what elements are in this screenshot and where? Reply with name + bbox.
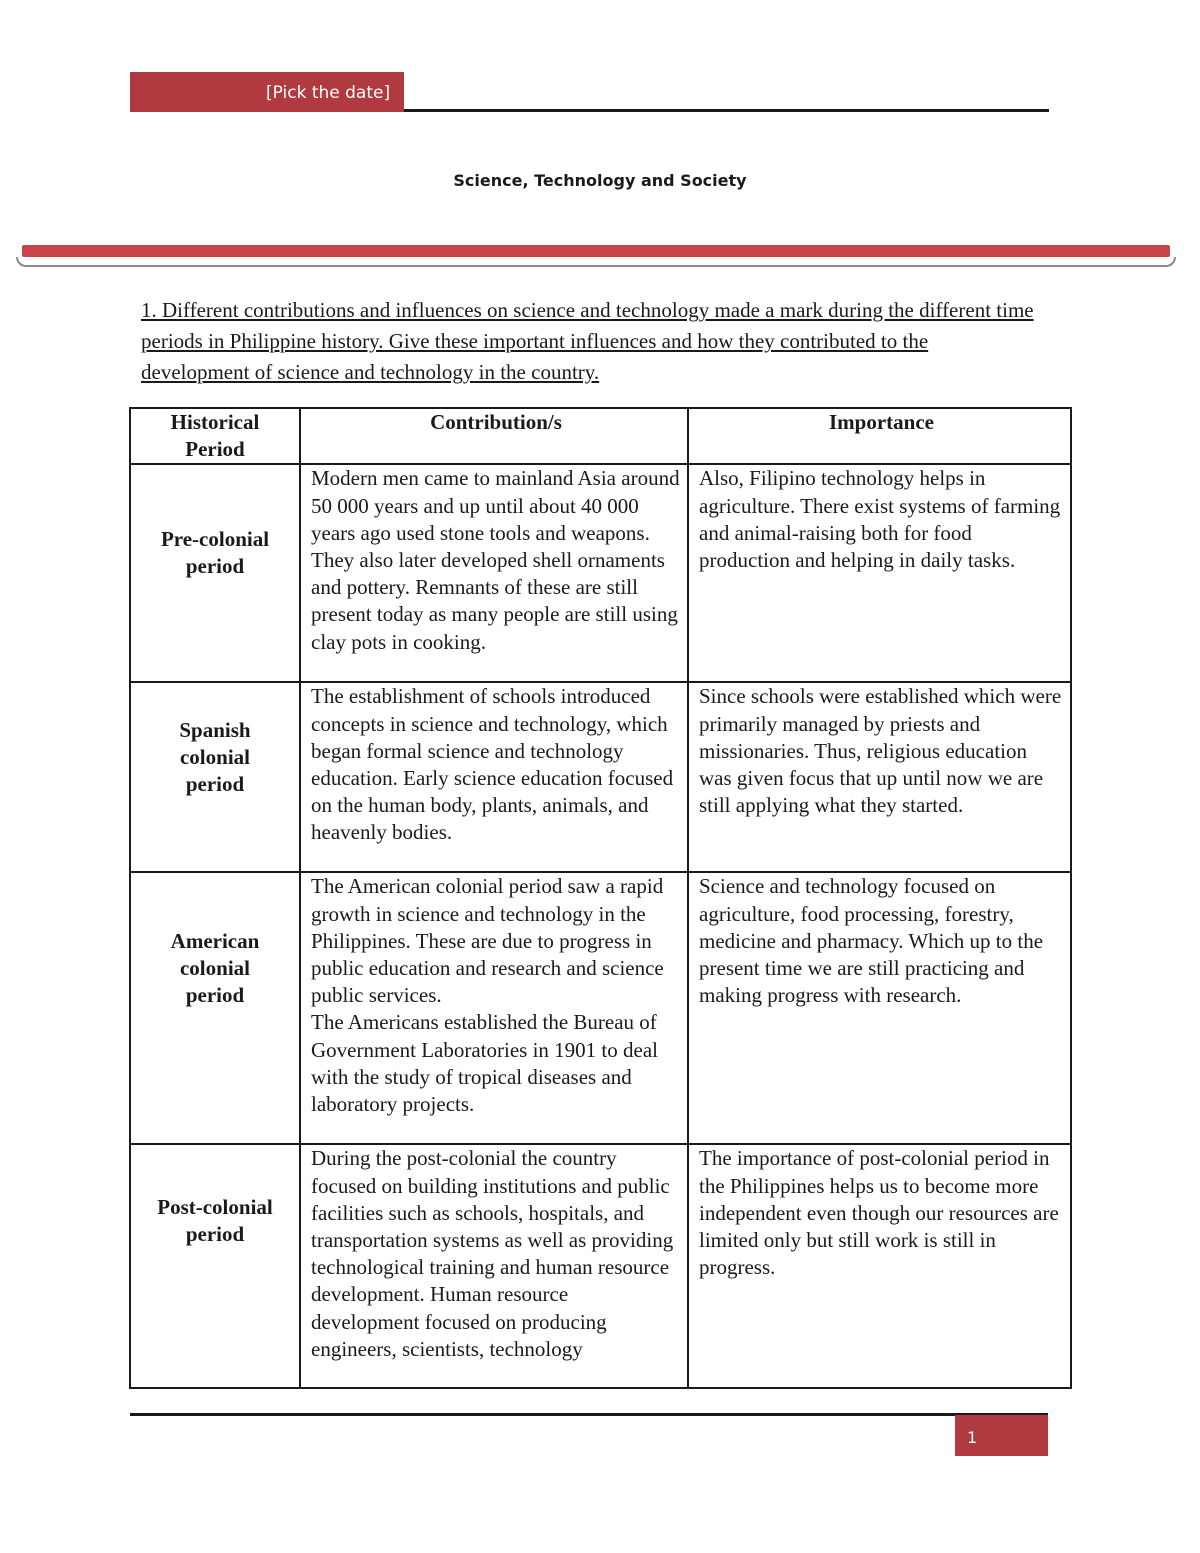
contribution-cell: Modern men came to mainland Asia around 50 000 years and up until about 40 000 years ago used stone tools and weapons. They also later developed shell ornaments and pottery. Remnants of these are still present today as many people are still using clay pots in cooking. bbox=[300, 464, 688, 682]
header-contributions: Contribution/s bbox=[300, 408, 688, 464]
table-header-row bbox=[130, 408, 1071, 464]
importance-cell: The importance of post-colonial period in the Philippines helps us to become more independent even though our resources are limited only but still work is still in progress. bbox=[688, 1144, 1071, 1388]
table-row bbox=[130, 1144, 1071, 1388]
importance-cell: Also, Filipino technology helps in agriculture. There exist systems of farming and animal-raising both for food production and helping in daily tasks. bbox=[688, 464, 1071, 682]
period-label: Post-colonial period bbox=[157, 1195, 273, 1247]
decorative-band bbox=[22, 245, 1170, 257]
period-cell bbox=[130, 464, 300, 682]
header-importance: Importance bbox=[688, 408, 1071, 464]
contribution-paragraph: The Americans established the Bureau of Government Laboratories in 1901 to deal with the study of tropical diseases and laboratory projects. bbox=[311, 1010, 658, 1117]
table-row bbox=[130, 872, 1071, 1144]
importance-cell: Since schools were established which were primarily managed by priests and missionaries. Thus, religious education was given focus that up until now we are still applying what they started. bbox=[688, 682, 1071, 872]
table-row bbox=[130, 682, 1071, 872]
period-cell bbox=[130, 1144, 300, 1388]
document-title: Science, Technology and Society bbox=[453, 171, 747, 190]
date-placeholder[interactable]: [Pick the date] bbox=[130, 72, 404, 112]
header-rule bbox=[404, 109, 1049, 112]
footer-rule bbox=[130, 1413, 1048, 1416]
table-row bbox=[130, 464, 1071, 682]
header-historical-period: Historical Period bbox=[130, 408, 300, 464]
importance-cell: Science and technology focused on agriculture, food processing, forestry, medicine and pharmacy. Which up to the present time we are still practicing and making progress with research. bbox=[688, 872, 1071, 1144]
question-text: 1. Different contributions and influences on science and technology made a mark during the different time periods in Philippine history. Give these important influences and how they contributed to the development of science and technology in the country. bbox=[141, 298, 1034, 384]
period-label: Pre-colonial period bbox=[160, 527, 270, 579]
contribution-paragraph: The American colonial period saw a rapid growth in science and technology in the Philippines. These are due to progress in public education and research and science public services. bbox=[311, 874, 664, 1008]
period-cell bbox=[130, 682, 300, 872]
page-number: 1 bbox=[955, 1415, 1048, 1456]
contribution-cell: During the post-colonial the country focused on building institutions and public facilities such as schools, hospitals, and transportation systems as well as providing technological training and human resource development. Human resource development focused on producing engineers, scientists, technology bbox=[300, 1144, 688, 1388]
period-label: Spanish colonial period bbox=[179, 717, 251, 796]
contribution-cell: The establishment of schools introduced concepts in science and technology, which began formal science and technology education. Early science education focused on the human body, plants, animals, and heavenly bodies. bbox=[300, 682, 688, 872]
decorative-band-shadow bbox=[16, 257, 1176, 267]
history-table bbox=[129, 407, 1072, 1389]
period-label: American colonial period bbox=[170, 928, 260, 1007]
contribution-cell bbox=[300, 872, 688, 1144]
period-cell bbox=[130, 872, 300, 1144]
